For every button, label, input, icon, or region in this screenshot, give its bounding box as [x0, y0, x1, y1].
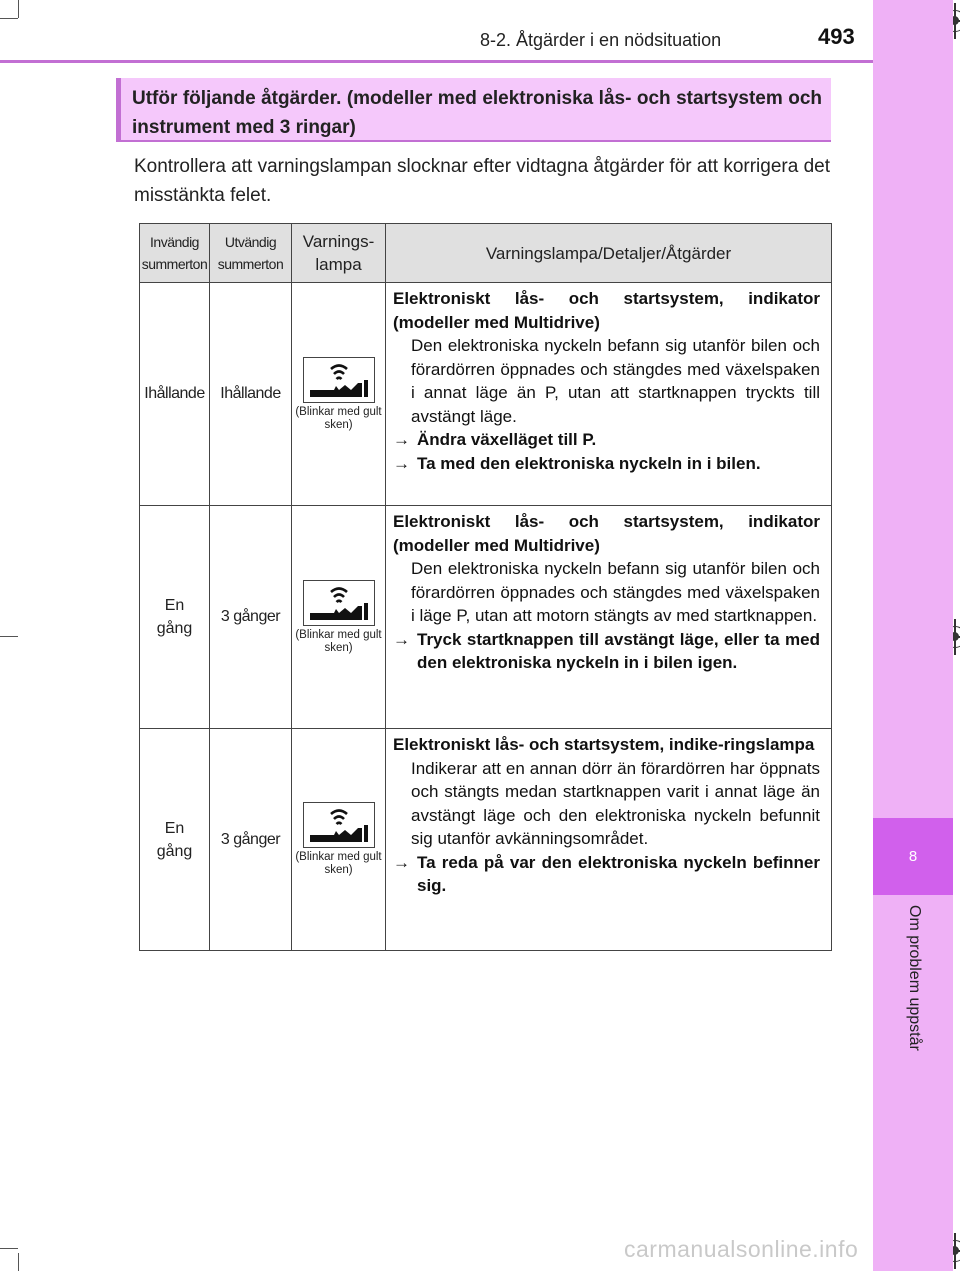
action-text: Tryck startknappen till avstängt läge, eller ta med den elektroniska nyckeln in i bilen igen.: [417, 629, 820, 672]
warning-table: [139, 223, 832, 951]
inside-buzzer-cell: [140, 506, 210, 729]
action-item: [393, 851, 820, 898]
header-inside-buzzer-label: Invändig summerton: [141, 234, 208, 272]
inside-buzzer-text: En gång: [156, 819, 193, 860]
lamp-caption: (Blinkar med gult sken): [295, 405, 382, 431]
warning-lamp-cell: [292, 729, 386, 951]
details-cell: [386, 729, 832, 951]
warning-lamp-cell: [292, 506, 386, 729]
action-item: [393, 428, 820, 452]
outside-buzzer-cell: 3 gånger: [210, 729, 292, 951]
detail-body: Den elektroniska nyckeln befann sig utanför bilen och förardörren öppnades och stängdes med växelspaken i läge P, utan att motorn stängts av med startknappen.: [411, 559, 820, 625]
arrow-icon: →: [393, 629, 410, 649]
header-warning-lamp-label: Varnings-lampa: [302, 232, 375, 274]
header-rule: [0, 60, 873, 63]
inside-buzzer-text: En gång: [156, 597, 193, 637]
arrow-icon: →: [393, 453, 410, 473]
arrow-icon: →: [393, 430, 410, 449]
lamp-caption: (Blinkar med gult sken): [295, 851, 382, 876]
inside-buzzer-cell: Ihållande: [140, 283, 210, 506]
action-text: Ta reda på var den elektroniska nyckeln befinner sig.: [417, 852, 820, 895]
lamp-caption: (Blinkar med gult sken): [295, 628, 382, 654]
smart-key-warning-icon: [303, 802, 375, 848]
section-heading: Utför följande åtgärder. (modeller med elektroniska lås- och startsystem och instrument med 3 ringar): [132, 88, 822, 138]
table-row: [140, 729, 832, 951]
detail-body: Indikerar att en annan dörr än förardörren har öppnats och stängts medan startknappen varit i annat läge än avstängt läge och den elektroniska nyckeln befunnit sig utanför avkänningsområdet.: [411, 758, 820, 848]
watermark: carmanualsonline.info: [624, 1236, 859, 1262]
chapter-label-container: [873, 905, 953, 1105]
crop-mark: [18, 0, 19, 18]
crop-mark: [0, 18, 18, 19]
warning-lamp-cell: [292, 283, 386, 506]
table-row: [140, 506, 832, 729]
chapter-number: 8: [873, 818, 953, 895]
table-row: [140, 283, 832, 506]
smart-key-warning-icon: [303, 357, 375, 403]
details-cell: [386, 506, 832, 729]
header-details-label: Varningslampa/Detaljer/Åtgärder: [485, 243, 732, 263]
action-item: [393, 628, 820, 675]
section-heading-box: [116, 78, 831, 142]
header-outside-buzzer-label: Utvändig summerton: [217, 234, 284, 272]
detail-title: Elektroniskt lås- och startsystem, indikator (modeller med Multidrive): [393, 289, 820, 332]
action-text: Ta med den elektroniska nyckeln in i bilen.: [417, 453, 761, 473]
header-section-title: 8-2. Åtgärder i en nödsituation: [480, 30, 722, 50]
inside-buzzer-cell: [140, 729, 210, 951]
crop-mark: [0, 636, 18, 637]
table-header-row: [140, 224, 832, 283]
intro-paragraph: Kontrollera att varningslampan slocknar efter vidtagna åtgärder för att korrigera det misstänkta felet.: [134, 156, 830, 206]
outside-buzzer-cell: 3 gånger: [210, 506, 292, 729]
detail-title: Elektroniskt lås- och startsystem, indike-ringslampa: [393, 735, 815, 754]
details-cell: [386, 283, 832, 506]
chapter-title: Om problem uppstår: [906, 905, 923, 1051]
outside-buzzer-cell: Ihållande: [210, 283, 292, 506]
detail-body: Den elektroniska nyckeln befann sig utanför bilen och förardörren öppnades och stängdes med växelspaken i annat läge än P, utan att startknappen tryckts till avstängt läge.: [411, 336, 820, 426]
crop-mark: [18, 1253, 19, 1271]
header-inside-buzzer: [140, 224, 210, 283]
action-item: [393, 452, 820, 476]
chapter-side-tab: [873, 0, 953, 1271]
arrow-icon: →: [393, 852, 410, 872]
smart-key-warning-icon: [303, 580, 375, 626]
header-details: [386, 224, 832, 283]
header-warning-lamp: [292, 224, 386, 283]
action-text: Ändra växelläget till P.: [417, 430, 597, 449]
header-outside-buzzer: [210, 224, 292, 283]
crop-mark: [0, 1248, 18, 1249]
detail-title: Elektroniskt lås- och startsystem, indikator (modeller med Multidrive): [393, 512, 820, 555]
page-number: 493: [818, 24, 855, 49]
